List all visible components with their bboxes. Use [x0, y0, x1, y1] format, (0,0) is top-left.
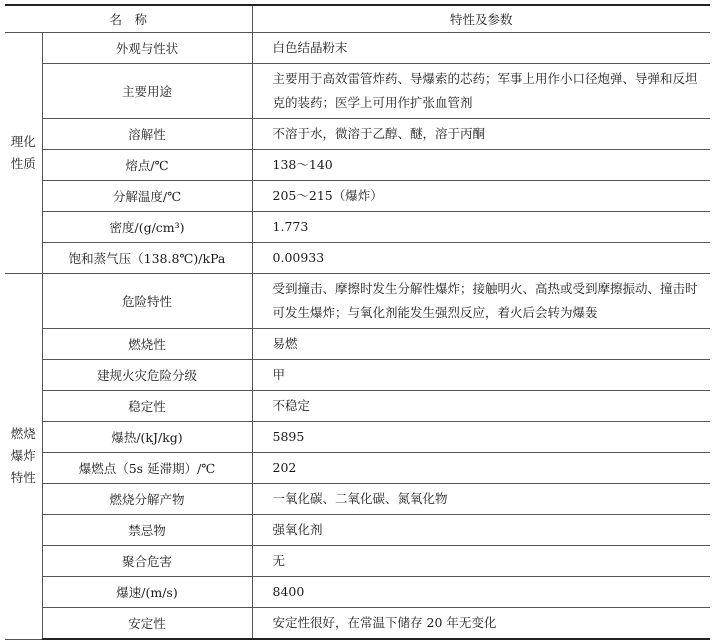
table-row [5, 391, 710, 422]
row-value: 205～215（爆炸） [252, 181, 710, 212]
row-value: 1.773 [252, 212, 710, 243]
row-value: 0.00933 [252, 243, 710, 274]
row-name: 主要用途 [42, 64, 252, 119]
table-row [5, 33, 710, 64]
row-name: 外观与性状 [42, 33, 252, 64]
table-row [5, 181, 710, 212]
row-value: 不溶于水，微溶于乙醇、醚，溶于丙酮 [252, 119, 710, 150]
row-name: 分解温度/℃ [42, 181, 252, 212]
row-value: 5895 [252, 422, 710, 453]
row-name: 聚合危害 [42, 546, 252, 577]
table-row [5, 64, 710, 119]
row-value: 易燃 [252, 329, 710, 360]
table-row [5, 515, 710, 546]
row-name: 密度/(g/cm³) [42, 212, 252, 243]
row-value: 受到撞击、摩擦时发生分解性爆炸；接触明火、高热或受到摩擦振动、撞击时可发生爆炸；与氧化剂能发生强烈反应，着火后会转为爆轰 [252, 274, 710, 329]
table-row [5, 484, 710, 515]
row-value: 强氧化剂 [252, 515, 710, 546]
row-name: 建规火灾危险分级 [42, 360, 252, 391]
header-value: 特性及参数 [252, 5, 710, 33]
table-row [5, 608, 710, 640]
group-label-combustion: 燃烧 爆炸 特性 [5, 274, 42, 640]
table-row [5, 577, 710, 608]
row-value: 一氧化碳、二氧化碳、氮氧化物 [252, 484, 710, 515]
row-name: 溶解性 [42, 119, 252, 150]
properties-table-container [5, 4, 710, 640]
row-name: 爆热/(kJ/kg) [42, 422, 252, 453]
table-row [5, 150, 710, 181]
table-row [5, 546, 710, 577]
row-name: 安定性 [42, 608, 252, 640]
table-row [5, 453, 710, 484]
table-row [5, 360, 710, 391]
table-row [5, 212, 710, 243]
group-label-physchem: 理化 性质 [5, 33, 42, 274]
row-value: 无 [252, 546, 710, 577]
row-value: 不稳定 [252, 391, 710, 422]
row-name: 禁忌物 [42, 515, 252, 546]
row-name: 爆燃点（5s 延滞期）/℃ [42, 453, 252, 484]
row-name: 危险特性 [42, 274, 252, 329]
row-value: 202 [252, 453, 710, 484]
row-value: 甲 [252, 360, 710, 391]
row-name: 爆速/(m/s) [42, 577, 252, 608]
row-value: 138～140 [252, 150, 710, 181]
row-name: 饱和蒸气压（138.8℃)/kPa [42, 243, 252, 274]
properties-table [5, 4, 710, 640]
table-row [5, 422, 710, 453]
table-header-row [5, 5, 710, 33]
row-name: 稳定性 [42, 391, 252, 422]
row-value: 安定性很好，在常温下储存 20 年无变化 [252, 608, 710, 640]
row-value: 8400 [252, 577, 710, 608]
row-value: 白色结晶粉末 [252, 33, 710, 64]
table-row [5, 274, 710, 329]
table-row [5, 119, 710, 150]
row-value: 主要用于高效雷管炸药、导爆索的芯药；军事上用作小口径炮弹、导弹和反坦克的装药；医学上可用作扩张血管剂 [252, 64, 710, 119]
row-name: 燃烧分解产物 [42, 484, 252, 515]
row-name: 燃烧性 [42, 329, 252, 360]
header-name: 名 称 [5, 5, 252, 33]
table-row [5, 243, 710, 274]
table-row [5, 329, 710, 360]
row-name: 熔点/℃ [42, 150, 252, 181]
